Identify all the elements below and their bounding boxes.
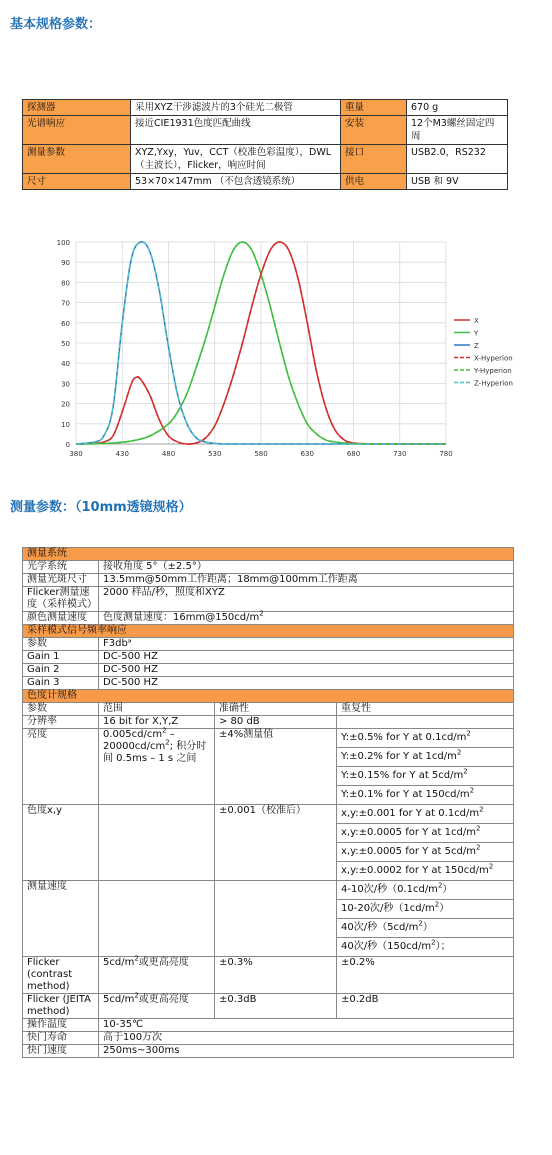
table-cell: 接收角度 5°（±2.5°） [99,561,514,574]
repeatability-cell: x,y:±0.0005 for Y at $5cd/m^2$ [337,843,514,862]
table-row [23,881,514,900]
table-cell: 参数 [23,703,99,716]
table-cell: 13.5mm@50mm工作距离；18mm@100mm工作距离 [99,574,514,587]
spec-row [23,174,508,190]
section-title: 色度计规格 [23,690,514,703]
table-row [23,561,514,574]
table-cell: DC-500 HZ [99,677,514,690]
spec-value: USB 和 9V [407,174,508,190]
legend-label: X-Hyperion [474,354,513,363]
legend-label: X [474,317,479,325]
table-cell: Gain 3 [23,677,99,690]
spec-value: 53×70×147mm （不包含透镜系统） [131,174,341,190]
x-tick-label: 580 [254,450,268,458]
legend-label: Z-Hyperion [474,379,513,388]
section-title: 采样模式信号频率响应 [23,625,514,638]
table-cell: $0.005cd/cm^2 - 20000cd/cm^2$; 积分时间 0.5ms – 1 s 之间 [99,729,215,805]
legend-label: Y [474,329,479,338]
y-tick-label: 90 [61,259,70,268]
section-row [23,548,514,561]
table-row [23,1019,514,1032]
spec-row [23,145,508,174]
table-cell: ±4%测量值 [215,729,337,805]
section-row [23,625,514,638]
table-row [23,703,514,716]
table-row [23,957,514,994]
table-cell: 重复性 [337,703,514,716]
table-cell: 高于100万次 [99,1032,514,1045]
table-row [23,1032,514,1045]
spec-row [23,100,508,116]
section-row [23,690,514,703]
spectral-response-chart [48,228,538,468]
repeatability-cell: 40次/秒$(5cd/m^2)$ [337,919,514,938]
section-title: 测量系统 [23,548,514,561]
table-cell: 范围 [99,703,215,716]
table-cell: $5cd/m^2$或更高亮度 [99,994,215,1019]
basic-spec-table [22,99,508,190]
table-cell [337,716,514,729]
table-cell: 色度x,y [23,805,99,881]
y-tick-label: 70 [61,299,70,308]
y-tick-label: 10 [61,420,70,429]
table-cell: > 80 dB [215,716,337,729]
spec-label: 安装 [341,116,407,145]
table-row [23,638,514,651]
x-tick-label: 780 [439,450,453,458]
spec-label: 重量 [341,100,407,116]
table-cell: 光学系统 [23,561,99,574]
table-row [23,677,514,690]
repeatability-cell: x,y:±0.001 for Y at $0.1cd/m^2$ [337,805,514,824]
table-cell: 操作温度 [23,1019,99,1032]
table-row [23,994,514,1019]
spec-label: 探测器 [23,100,131,116]
y-tick-label: 60 [61,319,70,328]
table-cell: ±0.3dB [215,994,337,1019]
table-cell: DC-500 HZ [99,664,514,677]
spec-value: 12个M3螺丝固定四周 [407,116,508,145]
table-cell: ±0.2% [337,957,514,994]
y-tick-label: 50 [61,340,70,348]
x-tick-label: 730 [393,450,407,458]
table-row [23,612,514,625]
table-cell [99,805,215,881]
table-row [23,716,514,729]
spec-label: 光谱响应 [23,116,131,145]
table-row [23,574,514,587]
table-cell: Flicker测量速度（采样模式） [23,587,99,612]
table-cell: 10-35℃ [99,1019,514,1032]
table-cell: ±0.2dB [337,994,514,1019]
y-tick-label: 20 [61,400,70,409]
y-tick-label: 0 [65,441,70,449]
repeatability-cell: x,y:±0.0005 for Y at $1cd/m^2$ [337,824,514,843]
table-cell: 16 bit for X,Y,Z [99,716,215,729]
basic-spec-heading: 基本规格参数： [10,17,102,32]
table-cell: 颜色测量速度 [23,612,99,625]
measure-params-heading: 测量参数：（10mm透镜规格） [10,500,192,515]
spec-value: USB2.0，RS232 [407,145,508,174]
repeatability-cell: 40次/秒$(150cd/m^2)$； [337,938,514,957]
spec-label: 接口 [341,145,407,174]
x-tick-label: 480 [161,450,176,458]
repeatability-cell: Y:±0.1% for Y at $150cd/m^2$ [337,786,514,805]
table-cell: Flicker (JEITA method) [23,994,99,1019]
repeatability-cell: Y:±0.15% for Y at $5cd/m^2$ [337,767,514,786]
table-cell: Flicker (contrast method) [23,957,99,994]
table-cell: 准确性 [215,703,337,716]
spec-label: 测量参数 [23,145,131,174]
repeatability-cell: x,y:±0.0002 for Y at $150cd/m^2$ [337,862,514,881]
measurement-parameter-table [22,547,514,1058]
table-row [23,805,514,824]
table-row [23,651,514,664]
table-cell [99,881,215,957]
table-row [23,729,514,748]
table-row [23,664,514,677]
table-cell: 快门寿命 [23,1032,99,1045]
table-cell: 参数 [23,638,99,651]
table-cell: F3dbᵃ [99,638,514,651]
y-tick-label: 80 [61,279,70,288]
legend-label: Y-Hyperion [474,367,512,375]
legend-label: Z [474,342,479,350]
table-cell: ±0.001（校准后） [215,805,337,881]
table-cell: Gain 2 [23,664,99,677]
repeatability-cell: 10-20次/秒$(1cd/m^2)$ [337,900,514,919]
spec-value: XYZ,Yxy，Yuv，CCT（校准色彩温度），DWL（主波长），Flicker，响应时间 [131,145,341,174]
table-cell: 分辨率 [23,716,99,729]
spec-row [23,116,508,145]
table-cell: DC-500 HZ [99,651,514,664]
repeatability-cell: 4-10次/秒$(0.1cd/m^2)$ [337,881,514,900]
y-tick-label: 30 [61,380,70,389]
repeatability-cell: Y:±0.5% for Y at $0.1cd/m^2$ [337,729,514,748]
x-tick-label: 530 [208,450,222,458]
table-row [23,1045,514,1058]
spec-value: 670 g [407,100,508,116]
table-cell: 亮度 [23,729,99,805]
table-cell: 测量光斑尺寸 [23,574,99,587]
x-tick-label: 430 [115,450,129,458]
x-tick-label: 630 [300,450,314,458]
table-cell: 250ms~300ms [99,1045,514,1058]
spec-label: 尺寸 [23,174,131,190]
spec-value: 采用XYZ干涉滤波片的3个硅光二极管 [131,100,341,116]
table-cell: Gain 1 [23,651,99,664]
table-cell: 2000 样品/秒，照度和XYZ [99,587,514,612]
table-row [23,587,514,612]
table-cell: $5cd/m^2$或更高亮度 [99,957,215,994]
x-tick-label: 380 [69,450,83,458]
x-tick-label: 680 [346,450,361,458]
spec-label: 供电 [341,174,407,190]
y-tick-label: 40 [61,360,70,369]
table-cell: 快门速度 [23,1045,99,1058]
table-cell: 测量速度 [23,881,99,957]
table-cell: 色度测量速度：$16mm@150cd/m^2$ [99,612,514,625]
y-tick-label: 100 [56,239,70,247]
table-cell: ±0.3% [215,957,337,994]
spec-value: 接近CIE1931色度匹配曲线 [131,116,341,145]
table-cell [215,881,337,957]
repeatability-cell: Y:±0.2% for Y at $1cd/m^2$ [337,748,514,767]
